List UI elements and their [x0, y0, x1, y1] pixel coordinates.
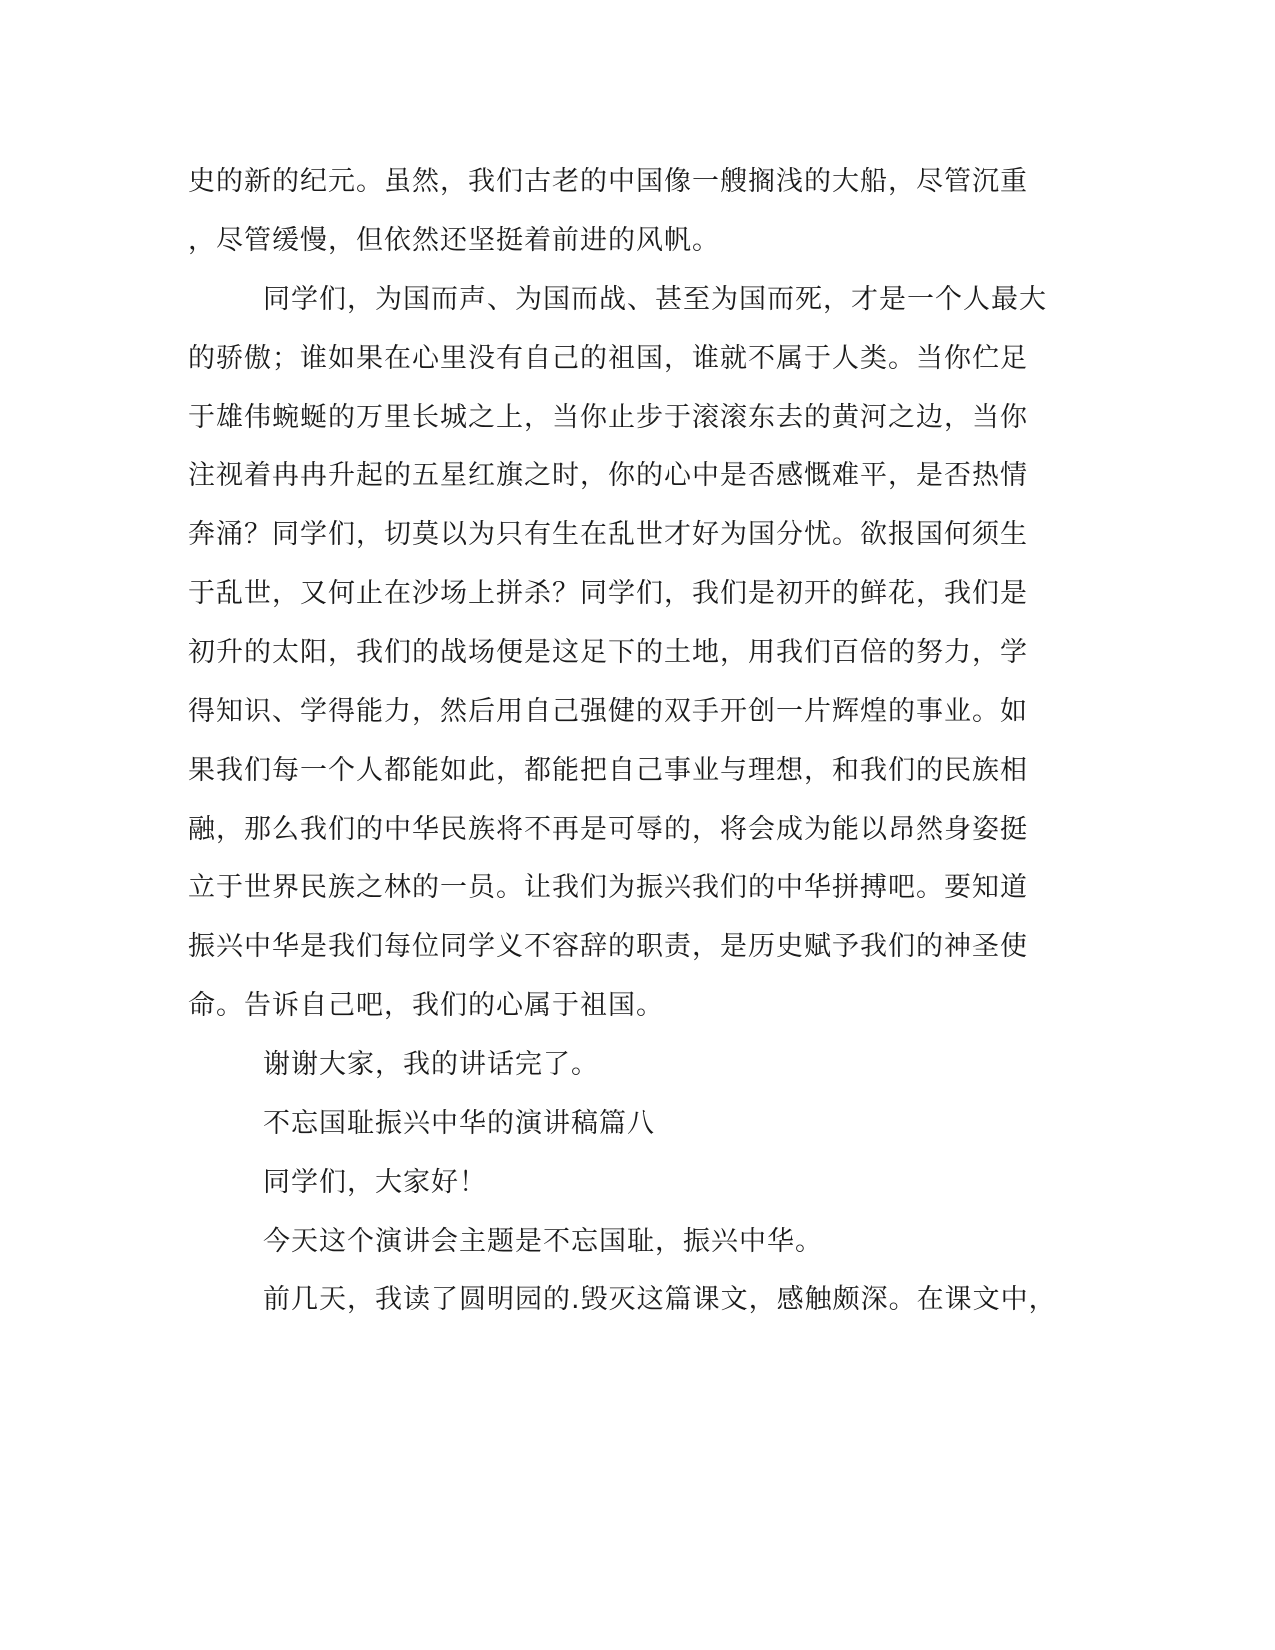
greeting-line: 同学们，大家好！ [263, 1167, 487, 1198]
text-line: 初升的太阳，我们的战场便是这足下的土地，用我们百倍的努力，学 [188, 637, 1028, 668]
text-line: 奔涌？同学们，切莫以为只有生在乱世才好为国分忧。欲报国何须生 [188, 519, 1028, 550]
text-line: 于乱世，又何止在沙场上拼杀？同学们，我们是初开的鲜花，我们是 [188, 578, 1028, 609]
text-line: 史的新的纪元。虽然，我们古老的中国像一艘搁浅的大船，尽管沉重 [188, 166, 1028, 197]
paragraph-start-line: 前几天，我读了圆明园的.毁灭这篇课文，感触颇深。在课文中， [263, 1284, 1057, 1315]
text-line: 于雄伟蜿蜒的万里长城之上，当你止步于滚滚东去的黄河之边，当你 [188, 402, 1028, 433]
text-line: 注视着冉冉升起的五星红旗之时，你的心中是否感慨难平，是否热情 [188, 460, 1028, 491]
text-line: 振兴中华是我们每位同学义不容辞的职责，是历史赋予我们的神圣使 [188, 931, 1028, 962]
text-line: 的骄傲；谁如果在心里没有自己的祖国，谁就不属于人类。当你伫足 [188, 343, 1028, 374]
text-line: 融，那么我们的中华民族将不再是可辱的，将会成为能以昂然身姿挺 [188, 814, 1028, 845]
text-line: 立于世界民族之林的一员。让我们为振兴我们的中华拼搏吧。要知道 [188, 872, 1028, 903]
text-line: 得知识、学得能力，然后用自己强健的双手开创一片辉煌的事业。如 [188, 696, 1028, 727]
paragraph-start-line: 今天这个演讲会主题是不忘国耻，振兴中华。 [263, 1226, 823, 1257]
paragraph-start-line: 同学们，为国而声、为国而战、甚至为国而死，才是一个人最大 [263, 284, 1047, 315]
section-heading: 不忘国耻振兴中华的演讲稿篇八 [263, 1108, 655, 1139]
closing-line: 谢谢大家，我的讲话完了。 [263, 1049, 599, 1080]
text-line: ，尽管缓慢，但依然还坚挺着前进的风帆。 [188, 225, 720, 256]
text-line: 果我们每一个人都能如此，都能把自己事业与理想，和我们的民族相 [188, 755, 1028, 786]
text-line: 命。告诉自己吧，我们的心属于祖国。 [188, 990, 664, 1021]
